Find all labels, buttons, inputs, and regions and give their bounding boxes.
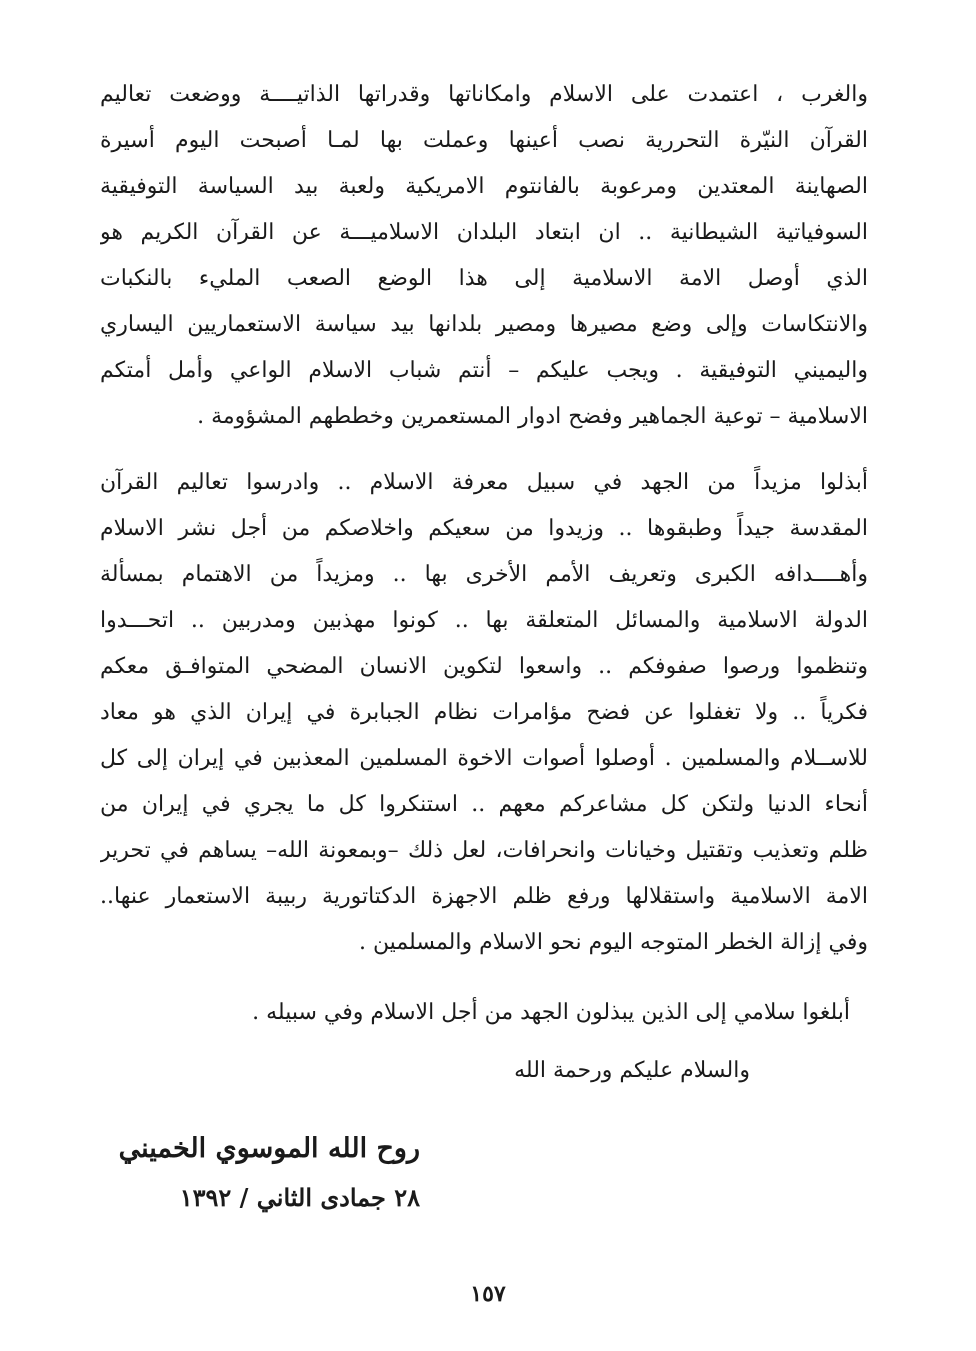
paragraph-line: الذي أوصل الامة الاسلامية إلى هذا الوضع الصعب المليء بالنكبات [100,266,868,291]
paragraph-line: المقدسة جيداً وطبقوها .. وزيدوا من سعيكم واخلاصكم من أجل نشر الاسلام [100,516,868,541]
paragraph-line: وأهــــدافه الكبرى وتعريف الأمم الأخرى بها .. ومزيداً من الاهتمام بمسألة [100,562,868,587]
paragraph-line: أبذلوا مزيداً من الجهد في سبيل معرفة الاسلام .. وادرسوا تعاليم القرآن [100,470,868,495]
closing-greeting: والسلام عليكم ورحمة الله [514,1058,750,1083]
paragraph-line: والانتكاسات وإلى وضع مصيرها ومصير بلدانها بيد سياسة الاستعماريين اليساري [100,312,868,337]
paragraph-line: فكرياً .. ولا تغفلوا عن فضح مؤامرات نظام الجبابرة في إيران الذي هو معاد [100,700,868,725]
paragraph-1 [100,72,868,440]
signature-date: ٢٨ جمادى الثاني / ١٣٩٢ [179,1183,420,1212]
paragraph-line: وتنظموا ورصوا صفوفكم .. واسعوا لتكوين الانسان المضحي المتوافـق معكم [100,654,868,679]
paragraph-line: للاســلام والمسلمين . أوصلوا أصوات الاخوة المسلمين المعذبين في إيران إلى كل [100,746,868,771]
paragraph-line: أبلغوا سلامي إلى الذين يبذلون الجهد من أجل الاسلام وفي سبيله . [252,1000,850,1025]
paragraph-line: الصهاينة المعتدين ومرعوبة بالفانتوم الامريكية ولعبة بيد السياسة التوفيقية [100,174,868,199]
paragraph-line: السوفياتية الشيطانية .. ان ابتعاد البلدان الاسلاميـــة عن القرآن الكريم هو [100,220,868,245]
paragraph-line: القرآن النيّرة التحررية نصب أعينها وعملت بها لمـا أصبحت اليوم أسيرة [100,128,868,153]
paragraph-line: أنحاء الدنيا ولتكن كل مشاعركم معهم .. استنكروا كل ما يجري في إيران من [100,792,868,817]
paragraph-line: ظلم وتعذيب وتقتيل وخيانات وانحرافات، لعل ذلك –وبمعونة الله– يساهم في تحرير [100,838,868,863]
paragraph-line: وفي إزالة الخطر المتوجه اليوم نحو الاسلام والمسلمين . [358,930,868,955]
paragraph-line: الاسلامية – توعية الجماهير وفضح ادوار المستعمرين وخططهم المشؤومة . [197,404,868,429]
signature-name: روح الله الموسوي الخميني [118,1133,420,1164]
page-number: ١٥٧ [470,1281,506,1307]
paragraph-2 [100,460,868,966]
paragraph-line: الدولة الاسلامية والمسائل المتعلقة بها .. كونوا مهذبين ومدربين .. اتحـــدوا [100,608,868,633]
paragraph-line: واليميني التوفيقية . ويجب عليكم – أنتم شباب الاسلام الواعي وأمل أمتكم [100,358,868,383]
paragraph-line: والغرب ، اعتمدت على الاسلام وامكاناتها وقدراتها الذاتيــــة ووضعت تعاليم [100,82,868,107]
paragraph-line: الامة الاسلامية واستقلالها ورفع ظلم الاجهزة الدكتاتورية ربيبة الاستعمار عنها.. [100,884,868,909]
paragraph-3 [160,990,850,1036]
